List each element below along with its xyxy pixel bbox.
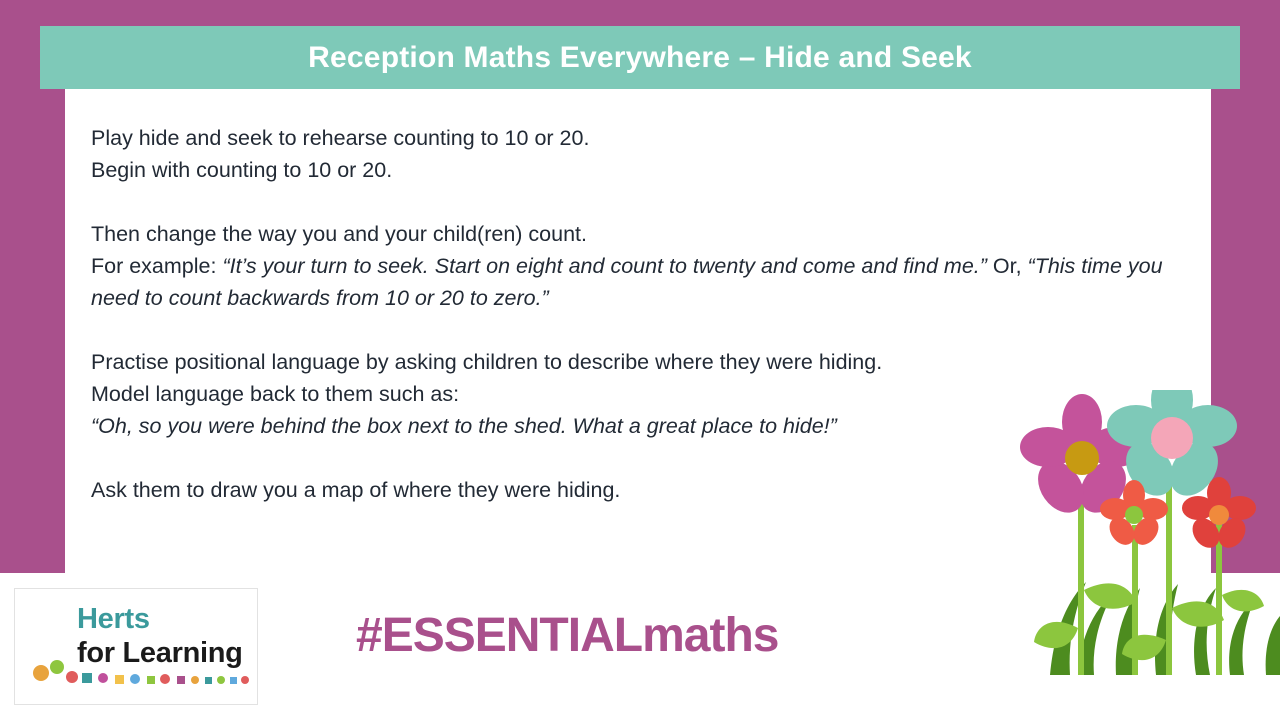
flowers-illustration (1020, 390, 1280, 675)
body-line-4 (91, 250, 1181, 314)
spacer-1 (91, 186, 1181, 218)
body-line-4-mid: Or, (986, 254, 1028, 278)
body-line-4-prefix: For example: (91, 254, 223, 278)
hashtag-essential-maths (356, 608, 778, 663)
spacer-2 (91, 314, 1181, 346)
hashtag-maths: maths (642, 609, 779, 662)
body-line-5: Practise positional language by asking children to describe where they were hiding. (91, 350, 883, 374)
page-title: Reception Maths Everywhere – Hide and Seek (308, 40, 972, 74)
body-line-7: “Oh, so you were behind the box next to the shed. What a great place to hide!” (91, 414, 837, 438)
logo-text-for-learning: for Learning (77, 637, 243, 669)
body-line-4-quote2: “This time you need to count backwards from 10 or 20 to zero.” (91, 254, 1163, 310)
logo-text-herts: Herts (77, 603, 150, 635)
body-line-3: Then change the way you and your child(ren) count. (91, 222, 587, 246)
body-line-1: Play hide and seek to rehearse counting to 10 or 20. (91, 126, 590, 150)
hfl-logo (14, 588, 258, 705)
body-line-8: Ask them to draw you a map of where they were hiding. (91, 478, 621, 502)
body-line-2: Begin with counting to 10 or 20. (91, 158, 393, 182)
body-line-6: Model language back to them such as: (91, 382, 460, 406)
hashtag-symbol: # (356, 609, 382, 662)
title-bar (40, 26, 1240, 89)
hashtag-essential: ESSENTIAL (381, 609, 643, 662)
body-text (91, 122, 1181, 506)
body-line-4-quote: “It’s your turn to seek. Start on eight and count to twenty and come and find me.” (222, 254, 987, 278)
spacer-3 (91, 442, 1181, 474)
